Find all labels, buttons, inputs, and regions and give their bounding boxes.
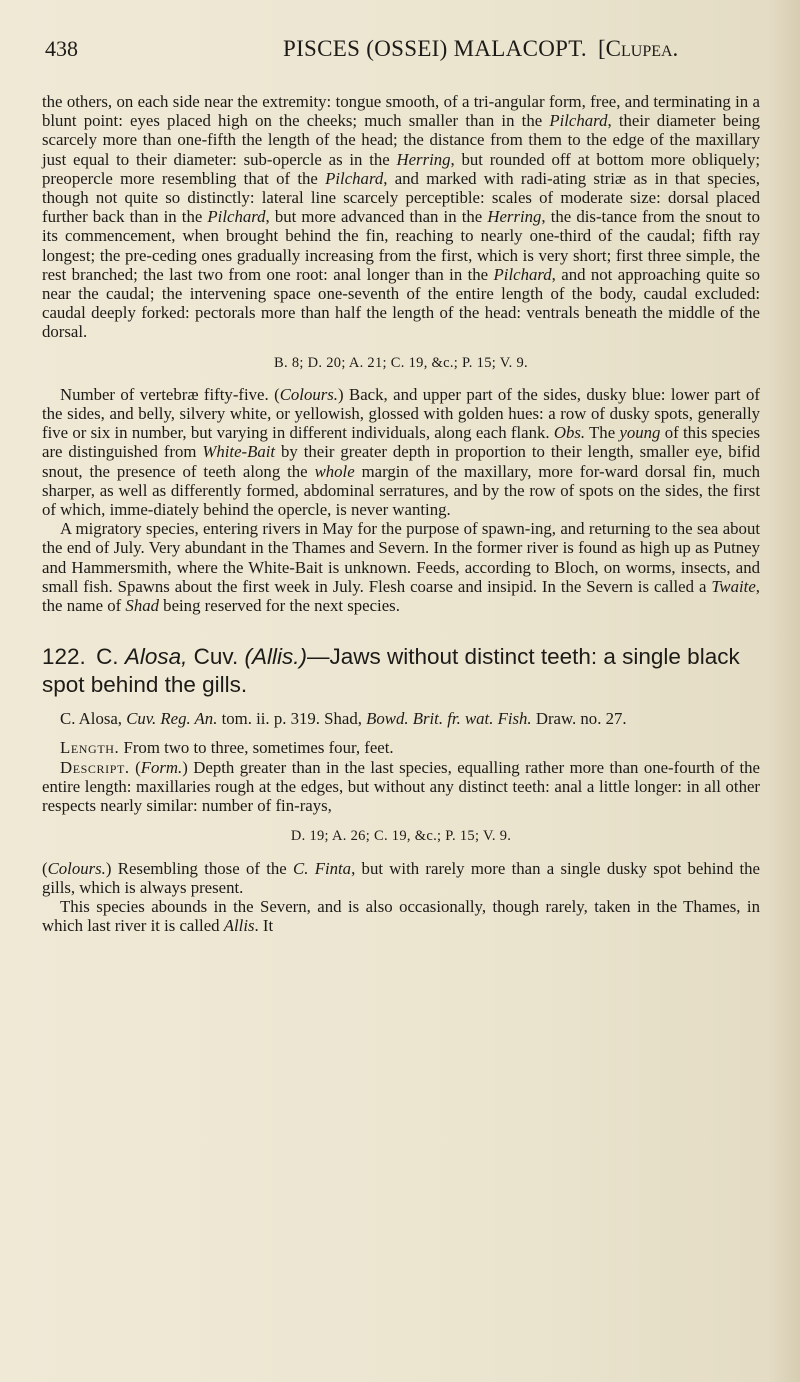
paragraph-habits: A migratory species, entering rivers in May for the purpose of spawn-ing, and returning to the sea about the end of July. Very abundant in the Thames and Severn. In the former river is found as high up as Putney and Hammersmith, where the White-Bait is unknown. Feeds, according to Bloch, on worms, insects, and small fish. Spawns about the first week in July. Flesh coarse and insipid. In the Severn is called a Twaite, the name of Shad being reserved for the next species. (42, 519, 760, 616)
colours-entry: (Colours.) Resembling those of the C. Finta, but with rarely more than a single dusky spot behind the gills, which is always present. (42, 858, 760, 897)
running-title: PISCES (OSSEI) MALACOPT. (283, 36, 587, 61)
fin-ray-formula: B. 8; D. 20; A. 21; C. 19, &c.; P. 15; V. 9. (274, 354, 528, 371)
paragraph-colours: Number of vertebræ fifty-five. (Colours.) Back, and upper part of the sides, dusky blue: lower part of the sides, and belly, silvery white, or yellowish, glossed with golden hues: a row of dusky spots, generally five or six in number, but varying in different individuals, along each flank. Obs. The young of this species are distinguished from White-Bait by their greater depth in proportion to their length, smaller eye, bifid snout, the presence of teeth along the whole margin of the maxillary, more for-ward dorsal fin, much sharper, as well as differently formed, abdominal serratures, and by the row of spots on the sides, the first of which, imme-diately behind the opercle, is never wanting. (42, 384, 761, 520)
species-heading: 122. C. Alosa, Cuv. (Allis.)—Jaws without distinct teeth: a single black spot behind the gills. (42, 644, 740, 698)
fin-ray-formula-2: D. 19; A. 26; C. 19, &c.; P. 15; V. 9. (290, 828, 512, 845)
page-body (42, 92, 760, 935)
distribution-entry: This species abounds in the Severn, and is also occasionally, though rarely, taken in the Thames, in which last river it is called Allis. It (42, 896, 760, 936)
length-entry: Length. From two to three, sometimes four, feet. (60, 738, 394, 758)
synonymy: C. Alosa, Cuv. Reg. An. tom. ii. p. 319. Shad, Bowd. Brit. fr. wat. Fish. Draw. no. 27. (60, 709, 627, 729)
page-number: 438 (45, 36, 78, 61)
descript-entry: Descript. (Form.) Depth greater than in the last species, equalling rather more than one-fourth of the entire length: maxillaries rough at the edges, but without any distinct teeth: anal a little longer: in all other respects nearly similar: number of fin-rays, (42, 757, 760, 816)
paragraph-description: the others, on each side near the extremity: tongue smooth, of a tri-angular form, free, and terminating in a blunt point: eyes placed high on the cheeks; much smaller than in the Pilchard, their diameter being scarcely more than one-fifth the length of the head; the distance from them to the edge of the maxillary just equal to their diameter: sub-opercle as in the Herring, but rounded off at bottom more obliquely; preopercle more resembling that of the Pilchard, and marked with radi-ating striæ as in that species, though not quite so distinctly: lateral line scarcely perceptible: scales of moderate size: dorsal placed further back than in the Pilchard, but more advanced than in the Herring, the dis-tance from the snout to its commencement, when brought behind the fin, reaching to nearly one-third of the caudal; fifth ray longest; the pre-ceding ones gradually increasing from the first, which is very short; first three simple, the rest branched; the last two from one root: anal longer than in the Pilchard, and not approaching quite so near the caudal; the intervening space one-seventh of the entire length of the body, caudal excluded: caudal deeply forked: pectorals more than half the length of the head: ventrals beneath the middle of the dorsal. (42, 92, 761, 342)
running-header (0, 36, 800, 76)
section-title: [Clupea. (598, 36, 679, 61)
